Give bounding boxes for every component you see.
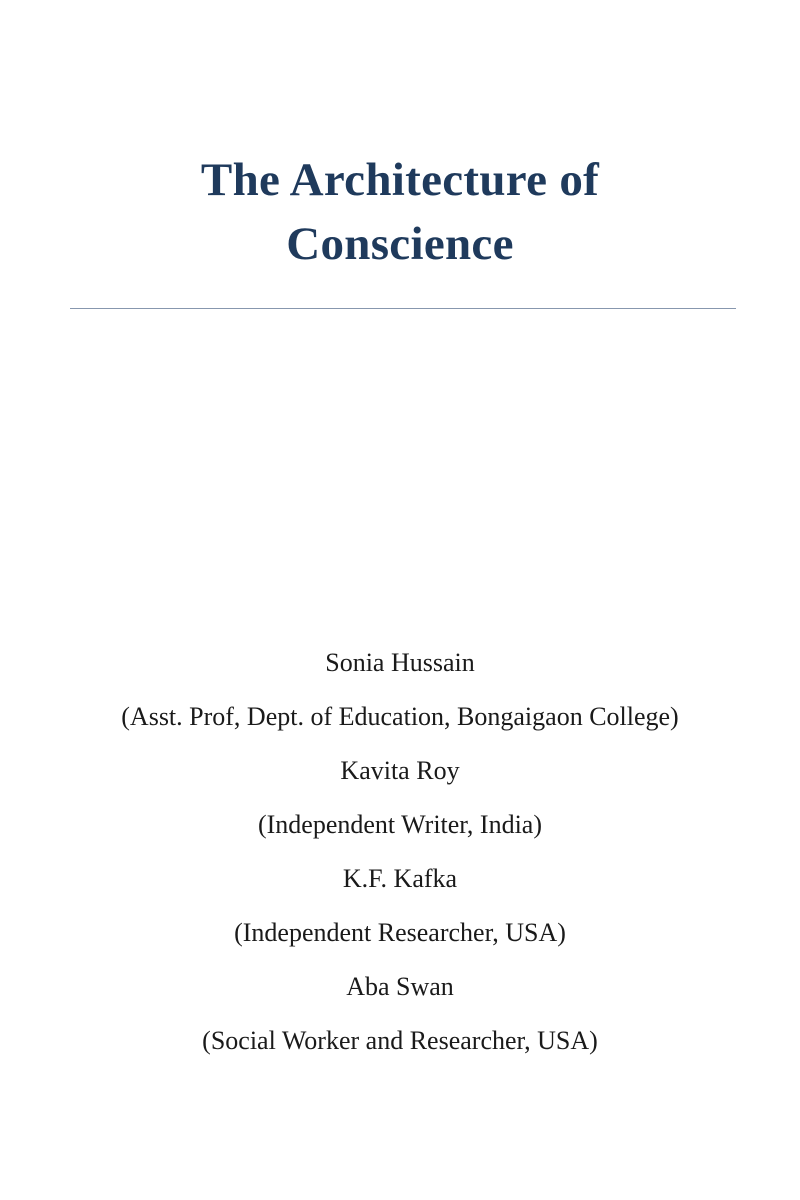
- author-name: Kavita Roy: [340, 756, 460, 785]
- title-divider: [70, 308, 736, 309]
- book-title: [0, 148, 800, 276]
- author-affiliation: (Independent Researcher, USA): [234, 918, 566, 947]
- author-affiliation: (Independent Writer, India): [257, 810, 543, 839]
- author-affiliation: (Asst. Prof, Dept. of Education, Bongaigaon College): [121, 702, 679, 731]
- author-name: Aba Swan: [346, 972, 454, 1001]
- author-affiliation: (Social Worker and Researcher, USA): [202, 1026, 598, 1055]
- book-title-line-1: The Architecture of: [200, 154, 600, 206]
- author-list: [0, 636, 800, 1068]
- book-title-line-2: Conscience: [286, 218, 514, 270]
- author-name: Sonia Hussain: [325, 648, 475, 677]
- author-name: K.F. Kafka: [342, 864, 458, 893]
